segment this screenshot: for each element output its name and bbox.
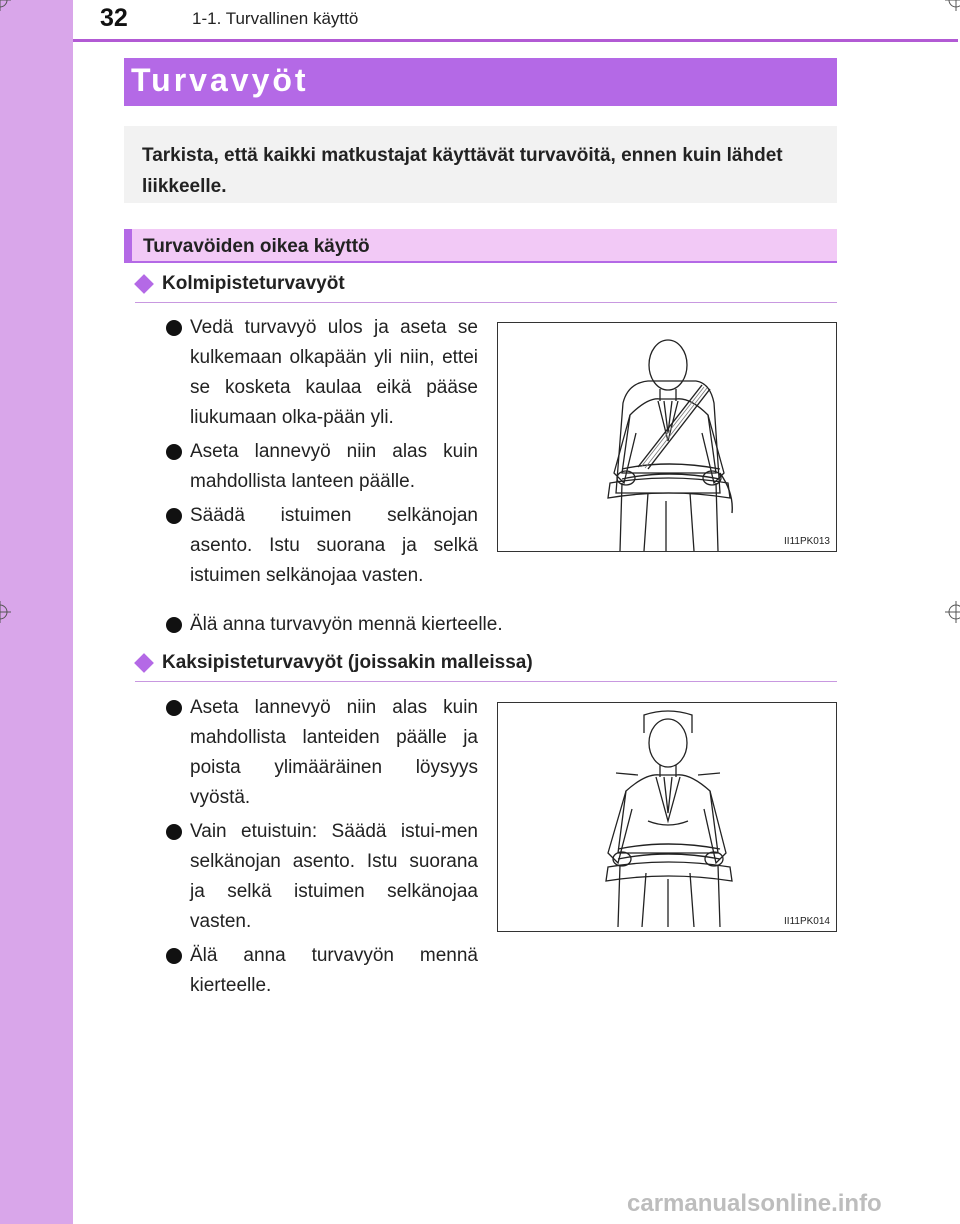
list-item	[166, 610, 503, 640]
list-item-text: Aseta lannevyö niin alas kuin mahdollista lanteen päälle.	[190, 441, 478, 492]
registration-mark-icon	[945, 0, 960, 11]
registration-mark-icon	[945, 601, 960, 623]
three-point-bullet-list	[166, 313, 478, 595]
list-item-text: Aseta lannevyö niin alas kuin mahdollista lanteiden päälle ja poista ylimääräinen löysyys vyöstä.	[190, 697, 478, 808]
list-item-text: Vain etuistuin: Säädä istui-men selkänojan asento. Istu suorana ja selkä istuimen selkänojaa vasten.	[190, 821, 478, 932]
list-item	[166, 437, 478, 497]
intro-text: Tarkista, että kaikki matkustajat käyttävät turvavöitä, ennen kuin lähdet liikkeelle.	[142, 145, 783, 197]
header-rule	[73, 39, 958, 42]
diamond-bullet-icon	[134, 653, 154, 673]
page-number: 32	[100, 4, 128, 32]
figure-two-point-belt	[497, 702, 837, 932]
bullet-dot-icon	[166, 824, 182, 840]
bullet-dot-icon	[166, 320, 182, 336]
two-point-bullet-list	[166, 693, 478, 1005]
bullet-dot-icon	[166, 948, 182, 964]
figure-three-point-belt	[497, 322, 837, 552]
page-title: Turvavyöt	[131, 62, 309, 98]
running-head: 1-1. Turvallinen käyttö	[192, 9, 359, 28]
list-item	[166, 693, 478, 813]
intro-box	[124, 126, 837, 203]
section-title: Turvavöiden oikea käyttö	[143, 236, 370, 257]
watermark: carmanualsonline.info	[627, 1190, 882, 1217]
diamond-bullet-icon	[134, 274, 154, 294]
list-item-text: Vedä turvavyö ulos ja aseta se kulkemaan olkapään yli niin, ettei se kosketa kaulaa eikä pääse liukumaan olka-pään yli.	[190, 317, 478, 428]
list-item-text: Älä anna turvavyön mennä kierteelle.	[190, 945, 478, 996]
seated-person-two-point-belt-illustration	[498, 703, 836, 931]
figure-code: II11PK013	[784, 536, 830, 547]
list-item	[166, 941, 478, 1001]
bullet-dot-icon	[166, 700, 182, 716]
list-item	[166, 501, 478, 591]
bullet-dot-icon	[166, 617, 182, 633]
list-item-text: Säädä istuimen selkänojan asento. Istu suorana ja selkä istuimen selkänojaa vasten.	[190, 505, 478, 586]
subheading-three-point-text: Kolmipisteturvavyöt	[162, 273, 345, 294]
bullet-dot-icon	[166, 444, 182, 460]
list-item	[166, 313, 478, 433]
figure-code: II11PK014	[784, 916, 830, 927]
list-item	[166, 817, 478, 937]
list-item-text: Älä anna turvavyön mennä kierteelle.	[190, 614, 503, 635]
seated-person-three-point-belt-illustration	[498, 323, 836, 551]
subheading-three-point	[135, 273, 837, 303]
registration-mark-icon	[0, 601, 11, 623]
bullet-dot-icon	[166, 508, 182, 524]
registration-mark-icon	[0, 0, 11, 11]
subheading-two-point-text: Kaksipisteturvavyöt (joissakin malleissa)	[162, 652, 533, 673]
subheading-two-point	[135, 652, 837, 682]
